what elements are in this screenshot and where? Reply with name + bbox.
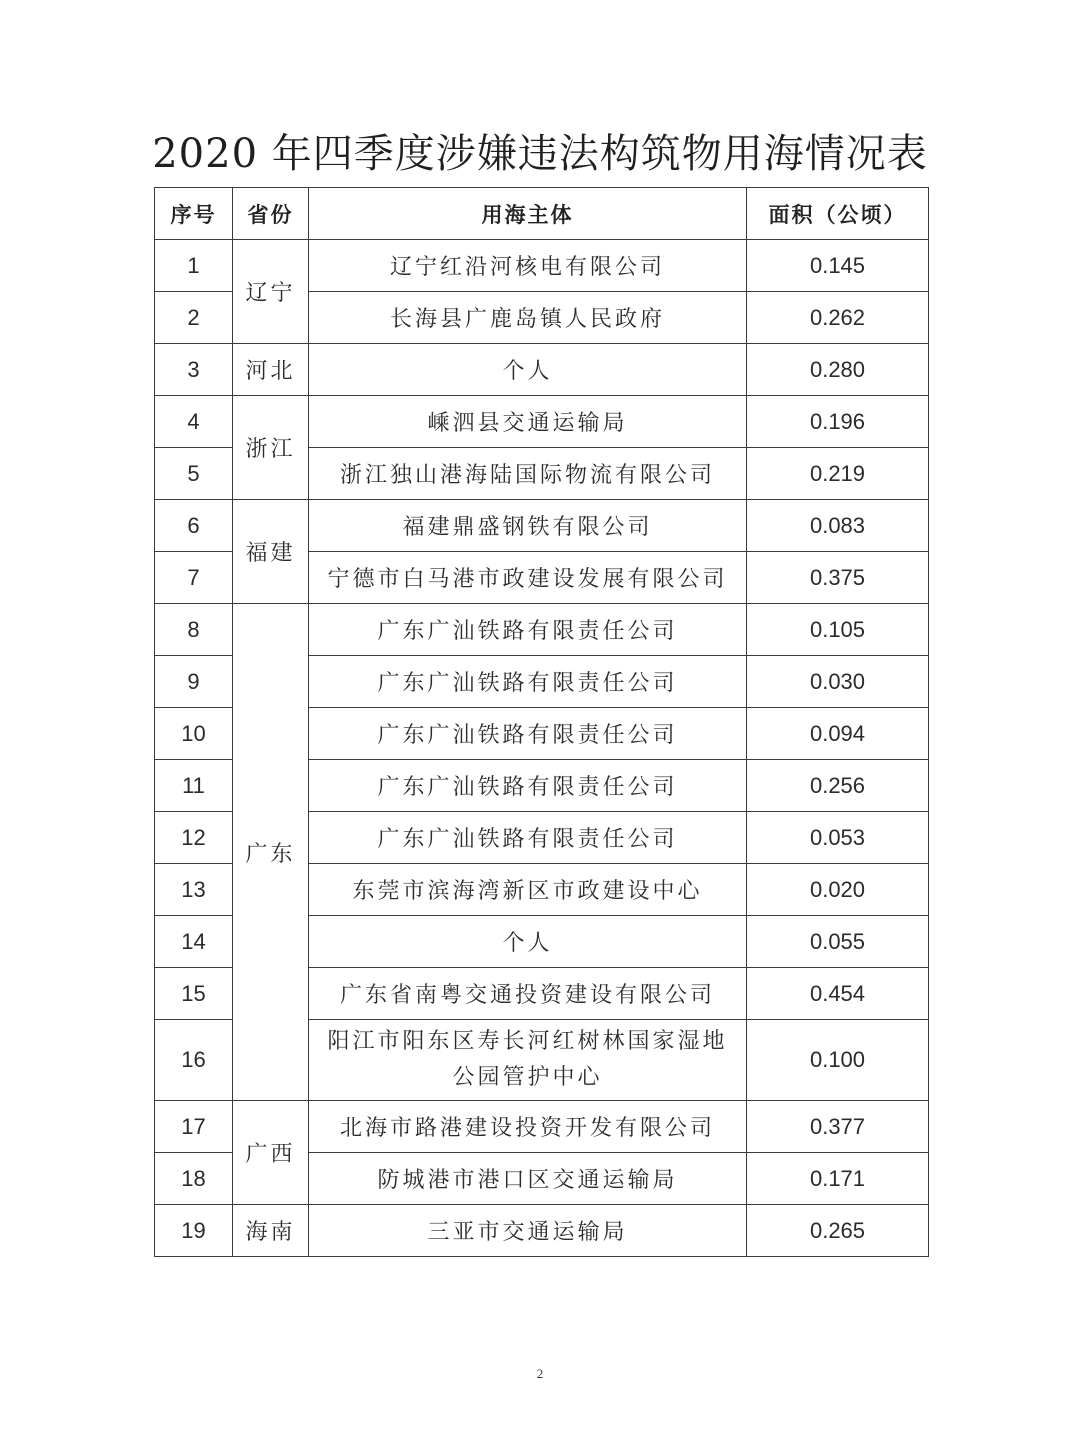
row-number: 13 [155,864,233,916]
entity-cell: 个人 [309,916,747,968]
row-number: 16 [155,1020,233,1101]
table-row [155,500,929,552]
entity-cell: 北海市路港建设投资开发有限公司 [309,1101,747,1153]
row-number: 6 [155,500,233,552]
province-cell: 浙江 [233,396,309,500]
entity-cell: 嵊泗县交通运输局 [309,396,747,448]
header-no: 序号 [155,188,233,240]
row-number: 11 [155,760,233,812]
area-cell: 0.094 [747,708,929,760]
entity-cell: 广东广汕铁路有限责任公司 [309,656,747,708]
table-row [155,344,929,396]
entity-cell: 广东广汕铁路有限责任公司 [309,812,747,864]
row-number: 1 [155,240,233,292]
table-row [155,604,929,656]
table-row [155,240,929,292]
entity-cell: 浙江独山港海陆国际物流有限公司 [309,448,747,500]
area-cell: 0.020 [747,864,929,916]
province-cell: 福建 [233,500,309,604]
row-number: 10 [155,708,233,760]
province-cell: 广西 [233,1101,309,1205]
area-cell: 0.375 [747,552,929,604]
page-title: 2020 年四季度涉嫌违法构筑物用海情况表 [152,131,928,177]
entity-cell: 广东广汕铁路有限责任公司 [309,604,747,656]
page-number: 2 [536,1366,544,1381]
entity-cell: 东莞市滨海湾新区市政建设中心 [309,864,747,916]
row-number: 7 [155,552,233,604]
area-cell: 0.145 [747,240,929,292]
row-number: 18 [155,1153,233,1205]
row-number: 17 [155,1101,233,1153]
area-cell: 0.454 [747,968,929,1020]
province-cell: 河北 [233,344,309,396]
province-cell: 海南 [233,1205,309,1257]
area-cell: 0.262 [747,292,929,344]
table-row [155,396,929,448]
entity-cell: 辽宁红沿河核电有限公司 [309,240,747,292]
area-cell: 0.280 [747,344,929,396]
area-cell: 0.256 [747,760,929,812]
table-header-row [155,188,929,240]
row-number: 14 [155,916,233,968]
header-entity: 用海主体 [309,188,747,240]
entity-cell: 广东广汕铁路有限责任公司 [309,708,747,760]
entity-cell: 个人 [309,344,747,396]
entity-cell: 阳江市阳东区寿长河红树林国家湿地公园管护中心 [309,1020,747,1101]
row-number: 2 [155,292,233,344]
row-number: 4 [155,396,233,448]
area-cell: 0.105 [747,604,929,656]
area-cell: 0.053 [747,812,929,864]
row-number: 15 [155,968,233,1020]
entity-cell: 防城港市港口区交通运输局 [309,1153,747,1205]
entity-cell: 长海县广鹿岛镇人民政府 [309,292,747,344]
area-cell: 0.083 [747,500,929,552]
province-cell: 辽宁 [233,240,309,344]
area-cell: 0.377 [747,1101,929,1153]
row-number: 5 [155,448,233,500]
entity-cell: 宁德市白马港市政建设发展有限公司 [309,552,747,604]
row-number: 3 [155,344,233,396]
province-cell: 广东 [233,604,309,1101]
area-cell: 0.171 [747,1153,929,1205]
entity-cell: 福建鼎盛钢铁有限公司 [309,500,747,552]
entity-cell: 三亚市交通运输局 [309,1205,747,1257]
row-number: 19 [155,1205,233,1257]
area-cell: 0.265 [747,1205,929,1257]
area-cell: 0.196 [747,396,929,448]
row-number: 12 [155,812,233,864]
sea-use-table [154,187,929,1257]
area-cell: 0.219 [747,448,929,500]
area-cell: 0.100 [747,1020,929,1101]
area-cell: 0.055 [747,916,929,968]
header-area: 面积（公顷） [747,188,929,240]
row-number: 9 [155,656,233,708]
area-cell: 0.030 [747,656,929,708]
table-row [155,1101,929,1153]
header-province: 省份 [233,188,309,240]
entity-cell: 广东省南粤交通投资建设有限公司 [309,968,747,1020]
entity-cell: 广东广汕铁路有限责任公司 [309,760,747,812]
table-row [155,1205,929,1257]
row-number: 8 [155,604,233,656]
